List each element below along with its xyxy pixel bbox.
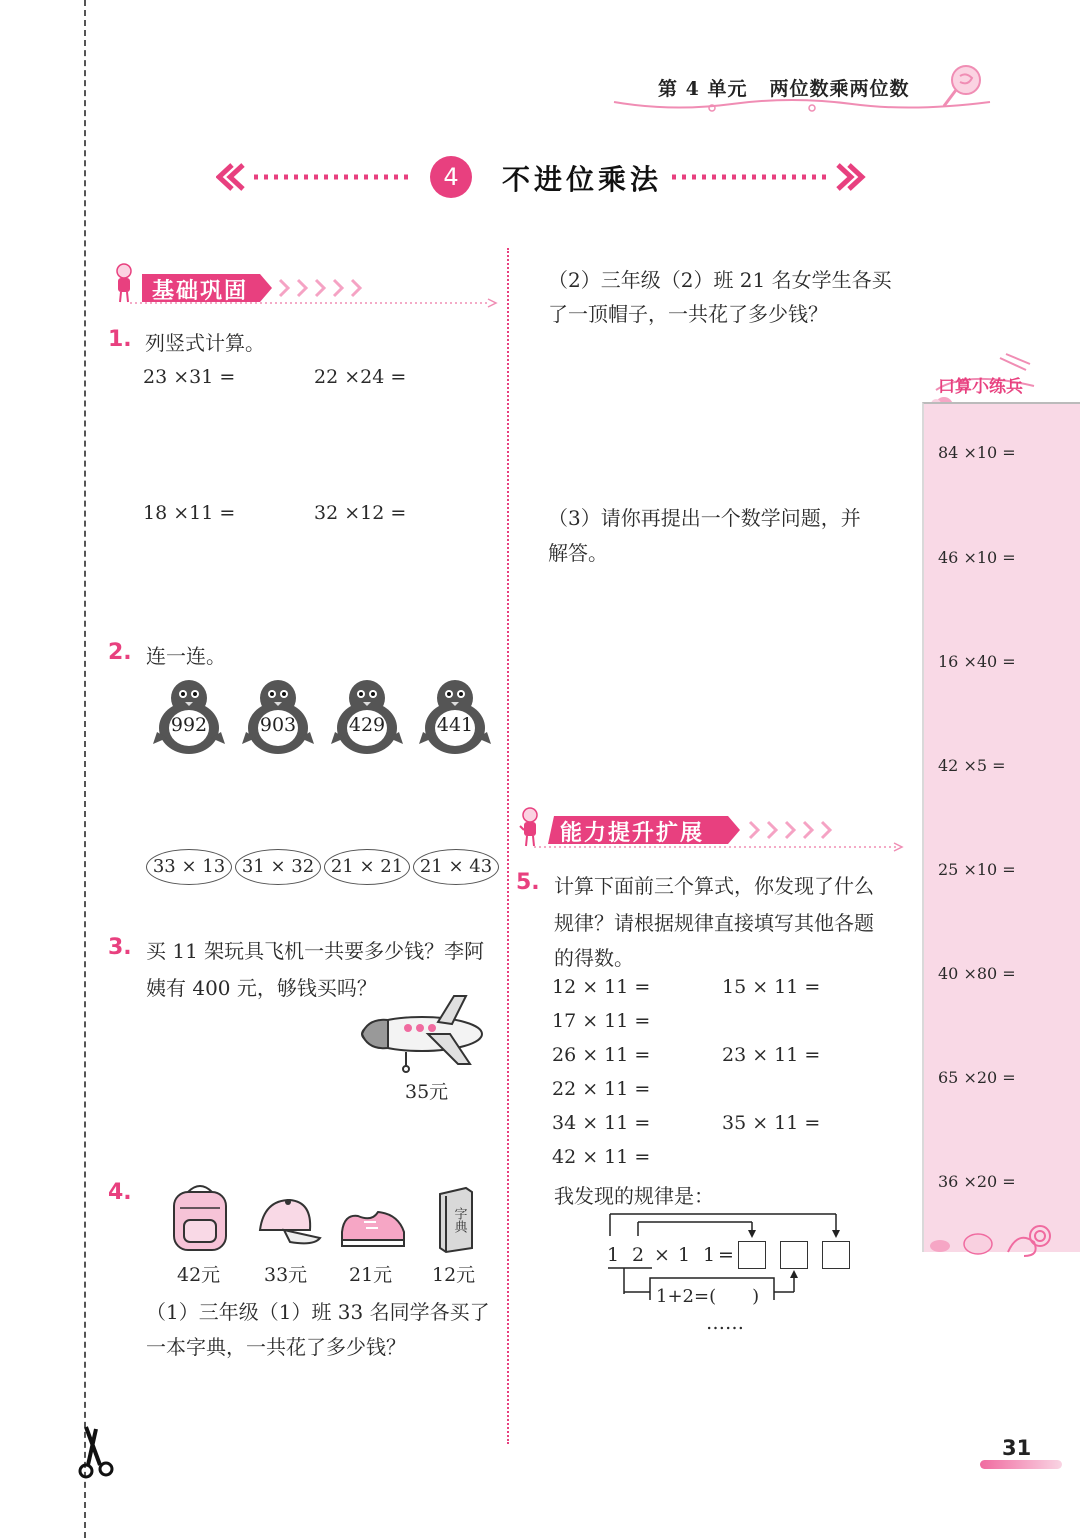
q5-expr: 35 × 11 =: [722, 1112, 821, 1134]
diagram-sum-label: 1+2=( ): [656, 1286, 760, 1307]
sidebar-title: 口算小练兵: [938, 377, 1023, 397]
q4-sub3-line-1: （3）请你再提出一个数学问题，并: [548, 506, 861, 530]
unit-label: 第 4 单元: [658, 78, 748, 100]
lesson-title: 不进位乘法: [502, 163, 663, 196]
q5-expr: 23 × 11 =: [722, 1044, 821, 1066]
column-divider: [507, 248, 509, 1444]
diagram-digit: 2: [632, 1244, 645, 1266]
sidebar-exercise: 42 ×5 =: [938, 756, 1006, 775]
unit-title: 两位数乘两位数: [769, 78, 910, 100]
sidebar-exercise: 46 ×10 =: [938, 548, 1016, 567]
dictionary-label: 字典: [451, 1207, 467, 1233]
q4-sub1-line-2: 一本字典，一共花了多少钱？: [146, 1335, 406, 1359]
question-5-number: 5.: [516, 870, 540, 895]
question-3-number: 3.: [108, 935, 132, 960]
sidebar-exercise: 25 ×10 =: [938, 860, 1016, 879]
question-2-number: 2.: [108, 640, 132, 665]
lesson-title-row: [216, 156, 866, 202]
shoes-icon: [338, 1192, 408, 1252]
diagram-ellipsis: ……: [706, 1312, 744, 1334]
q4-sub2-line-1: （2）三年级（2）班 21 名女学生各买: [548, 268, 892, 292]
q5-expr: 34 × 11 =: [552, 1112, 651, 1134]
q4-sub1-line-1: （1）三年级（1）班 33 名同学各买了: [146, 1300, 490, 1324]
scissors-icon: [76, 1425, 120, 1485]
cut-line: [84, 0, 86, 1538]
match-oval[interactable]: 33 × 13: [146, 849, 232, 885]
penguin-number: 903: [259, 714, 297, 736]
penguin-number: 992: [170, 714, 208, 736]
double-chevron-right-icon: [670, 162, 866, 192]
diagram-digit: 1: [703, 1244, 716, 1266]
q5-expr: 17 × 11 =: [552, 1010, 651, 1032]
item-price: 21元: [349, 1264, 393, 1286]
rule-label: 我发现的规律是：: [554, 1184, 714, 1208]
question-1-number: 1.: [108, 327, 132, 352]
q5-expr: 22 × 11 =: [552, 1078, 651, 1100]
question-5-line-3: 的得数。: [554, 946, 634, 970]
penguin-card[interactable]: [331, 676, 403, 756]
cap-icon: [254, 1194, 322, 1250]
match-oval[interactable]: 21 × 21: [324, 849, 410, 885]
diagram-operator: ×: [654, 1244, 670, 1266]
match-oval[interactable]: 31 × 32: [235, 849, 321, 885]
question-1-prompt: 列竖式计算。: [145, 331, 265, 355]
header-wave-decoration: [612, 96, 992, 116]
q4-sub2-line-2: 了一顶帽子，一共花了多少钱？: [548, 302, 828, 326]
item-price: 42元: [177, 1264, 221, 1286]
penguin-card[interactable]: [153, 676, 225, 756]
item-price: 33元: [264, 1264, 308, 1286]
q1-expr-3: 18 ×11 =: [143, 502, 236, 524]
airplane-price: 35元: [405, 1081, 449, 1103]
section-title-basic: 基础巩固: [152, 279, 249, 304]
lollipop-icon: [938, 62, 988, 110]
sidebar-exercise: 16 ×40 =: [938, 652, 1016, 671]
page-number: 31: [1002, 1436, 1032, 1460]
q1-expr-4: 32 ×12 =: [314, 502, 407, 524]
dotted-rule: [130, 298, 500, 308]
sidebar-exercise: 40 ×80 =: [938, 964, 1016, 983]
snail-flower-icon: [928, 1222, 1058, 1268]
q5-expr: 15 × 11 =: [722, 976, 821, 998]
lesson-number-badge: 4: [430, 156, 472, 198]
question-2-prompt: 连一连。: [146, 644, 226, 668]
sidebar-exercise: 65 ×20 =: [938, 1068, 1016, 1087]
section-banner-advanced: [514, 806, 908, 846]
diagram-equals: =: [718, 1244, 734, 1266]
question-5-line-2: 规律？请根据规律直接填写其他各题: [554, 911, 874, 935]
toy-airplane-icon: [358, 994, 490, 1074]
section-title-advanced: 能力提升扩展: [560, 821, 705, 846]
question-4-number: 4.: [108, 1180, 132, 1205]
diagram-digit: 1: [678, 1244, 691, 1266]
answer-box[interactable]: [738, 1241, 766, 1269]
dictionary-icon: [436, 1186, 476, 1254]
sidebar-exercise: 84 ×10 =: [938, 443, 1016, 462]
diagram-digit: 1: [607, 1244, 620, 1266]
q4-sub3-line-2: 解答。: [548, 541, 608, 565]
q1-expr-1: 23 ×31 =: [143, 366, 236, 388]
match-oval[interactable]: 21 × 43: [413, 849, 499, 885]
dotted-rule: [534, 842, 908, 852]
double-chevron-left-icon: [216, 162, 412, 192]
question-3-line-2: 姨有 400 元，够钱买吗？: [146, 976, 377, 1000]
page-number-bar: [980, 1460, 1062, 1469]
section-banner-basic: [110, 262, 500, 304]
mental-math-sidebar: [922, 402, 1080, 1252]
penguin-card[interactable]: [419, 676, 491, 756]
q5-expr: 26 × 11 =: [552, 1044, 651, 1066]
q5-expr: 12 × 11 =: [552, 976, 651, 998]
penguin-card[interactable]: [242, 676, 314, 756]
penguin-number: 441: [436, 714, 474, 736]
sidebar-exercise: 36 ×20 =: [938, 1172, 1016, 1191]
q5-expr: 42 × 11 =: [552, 1146, 651, 1168]
question-5-line-1: 计算下面前三个算式，你发现了什么: [554, 874, 874, 898]
answer-box[interactable]: [780, 1241, 808, 1269]
q1-expr-2: 22 ×24 =: [314, 366, 407, 388]
item-price: 12元: [432, 1264, 476, 1286]
penguin-number: 429: [348, 714, 386, 736]
question-3-line-1: 买 11 架玩具飞机一共要多少钱？李阿: [146, 939, 485, 963]
backpack-icon: [168, 1180, 232, 1254]
answer-box[interactable]: [822, 1241, 850, 1269]
